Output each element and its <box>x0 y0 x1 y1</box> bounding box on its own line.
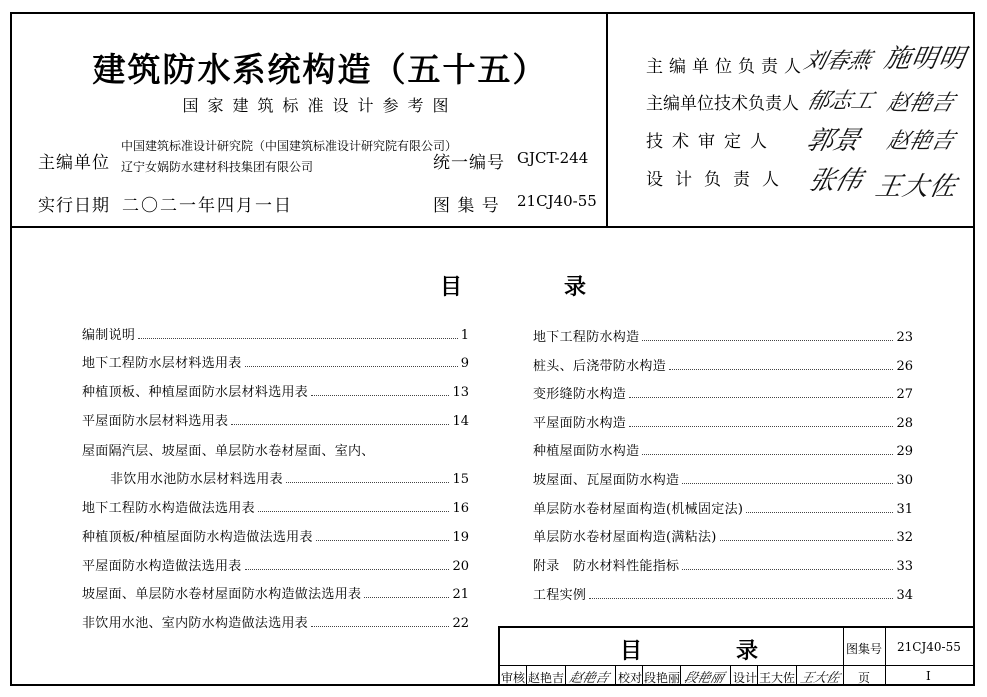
editor-unit-1: 中国建筑标准设计研究院（中国建筑标准设计研究院有限公司） <box>121 139 458 153</box>
resp-role-1: 主编单位负责人 <box>646 57 807 77</box>
resp-signature-2a: 郁志工 <box>804 89 877 114</box>
toc-item-page: 23 <box>896 330 913 345</box>
atlas-number: 21CJ40-55 <box>517 192 597 210</box>
toc-leader <box>682 569 893 570</box>
title-block-name: 目 录 <box>620 639 795 664</box>
toc-item-page: 32 <box>896 530 913 545</box>
toc-item-page: 31 <box>896 502 913 517</box>
toc-item-title: 平屋面防水层材料选用表 <box>82 414 229 429</box>
toc-item-title: 附录 防水材料性能指标 <box>533 559 680 574</box>
toc-item-title: 单层防水卷材屋面构造(机械固定法) <box>533 502 744 517</box>
toc-heading: 目 录 <box>440 275 627 300</box>
title-block-design-label: 设计 <box>733 671 758 685</box>
toc-item[interactable] <box>82 613 469 631</box>
title-block-page-label: 页 <box>858 671 871 685</box>
toc-leader <box>245 366 458 367</box>
toc-item-page: 29 <box>896 444 913 459</box>
atlas-number-label: 图 集 号 <box>433 196 500 216</box>
toc-item[interactable] <box>533 470 913 488</box>
title-block-check-name: 段艳丽 <box>644 671 681 685</box>
title-block-cell-line <box>526 665 527 686</box>
toc-item-title: 地下工程防水层材料选用表 <box>82 356 242 371</box>
toc-item-page: 34 <box>896 588 913 603</box>
toc-item[interactable] <box>82 527 469 545</box>
toc-leader <box>629 397 893 398</box>
toc-item[interactable] <box>82 382 469 400</box>
toc-item-page: 28 <box>896 416 913 431</box>
toc-item-title: 平屋面防水构造 <box>533 416 627 431</box>
toc-item-page: 14 <box>452 414 469 429</box>
title-block-review-signature: 赵艳吉 <box>567 671 611 686</box>
toc-leader <box>682 483 893 484</box>
resp-signature-3a: 郭景 <box>803 126 864 156</box>
title-block-cell-line <box>680 665 681 686</box>
toc-item[interactable] <box>82 411 469 429</box>
title-block-cell-line <box>615 665 616 686</box>
toc-item[interactable] <box>533 499 913 517</box>
toc-item[interactable] <box>82 441 469 459</box>
toc-item[interactable] <box>533 327 913 345</box>
toc-item-page: 33 <box>896 559 913 574</box>
toc-leader <box>286 482 450 483</box>
header-divider <box>10 226 975 228</box>
page-title: 建筑防水系统构造（五十五） <box>92 50 548 89</box>
toc-item-page: 19 <box>452 530 469 545</box>
toc-item[interactable] <box>82 325 469 343</box>
title-block-cell-line <box>642 665 643 686</box>
resp-signature-3b: 赵艳吉 <box>884 129 957 154</box>
toc-item-page: 15 <box>452 472 469 487</box>
resp-role-4: 设计负责人 <box>646 170 791 190</box>
title-block-check-signature: 段艳丽 <box>682 671 726 686</box>
toc-item-title: 种植顶板/种植屋面防水构造做法选用表 <box>82 530 313 545</box>
unified-number: GJCT-244 <box>517 149 589 167</box>
resp-role-2: 主编单位技术负责人 <box>646 94 799 114</box>
toc-item[interactable] <box>533 441 913 459</box>
title-block-cell-line <box>757 665 758 686</box>
toc-leader <box>311 626 449 627</box>
toc-item-title: 种植屋面防水构造 <box>533 444 640 459</box>
resp-signature-2b: 赵艳吉 <box>884 91 957 116</box>
toc-item[interactable] <box>533 356 913 374</box>
title-block-cell-line <box>730 665 731 686</box>
toc-leader <box>589 598 893 599</box>
toc-item-page: 26 <box>896 359 913 374</box>
toc-item[interactable] <box>533 556 913 574</box>
title-block-mid <box>498 665 975 666</box>
toc-leader <box>138 338 458 339</box>
title-block-page-value: I <box>926 669 931 683</box>
toc-leader <box>746 512 893 513</box>
resp-signature-1b: 施明明 <box>881 44 969 74</box>
title-block-design-signature: 王大佐 <box>798 671 842 686</box>
toc-item-title: 地下工程防水构造做法选用表 <box>82 501 255 516</box>
title-block-review-name: 赵艳吉 <box>528 671 565 685</box>
toc-leader <box>316 540 450 541</box>
toc-item-title: 平屋面防水构造做法选用表 <box>82 559 242 574</box>
toc-item-title: 编制说明 <box>82 328 136 343</box>
title-block-design-name: 王大佐 <box>759 671 796 685</box>
toc-leader <box>642 454 893 455</box>
toc-item-title: 非饮用水池防水层材料选用表 <box>110 472 283 487</box>
title-block-cell-line <box>796 665 797 686</box>
toc-item-page: 30 <box>896 473 913 488</box>
toc-item[interactable] <box>82 556 469 574</box>
header-vertical-divider <box>606 12 608 227</box>
toc-item[interactable] <box>533 413 913 431</box>
title-block-atlas-value: 21CJ40-55 <box>897 640 961 654</box>
editor-unit-2: 辽宁女娲防水建材科技集团有限公司 <box>121 160 314 174</box>
toc-item[interactable] <box>82 584 469 602</box>
title-block-top <box>498 626 975 628</box>
toc-leader <box>258 511 450 512</box>
toc-item[interactable] <box>533 527 913 545</box>
effective-date-label: 实行日期 <box>38 196 110 216</box>
toc-leader <box>642 340 893 341</box>
toc-item[interactable] <box>533 585 913 603</box>
title-block-divider <box>885 626 886 686</box>
title-block-left <box>498 626 500 686</box>
toc-leader <box>720 540 894 541</box>
toc-item-title: 非饮用水池、室内防水构造做法选用表 <box>82 616 309 631</box>
toc-item[interactable] <box>82 353 469 371</box>
toc-leader <box>245 569 450 570</box>
editor-unit-label: 主编单位 <box>38 153 110 173</box>
toc-leader <box>629 426 893 427</box>
title-block-divider <box>843 626 844 686</box>
unified-number-label: 统一编号 <box>433 153 505 173</box>
title-block-atlas-label: 图集号 <box>846 642 883 656</box>
toc-item-title: 桩头、后浇带防水构造 <box>533 359 667 374</box>
toc-item[interactable] <box>533 384 913 402</box>
toc-item-page: 9 <box>460 356 469 371</box>
toc-item[interactable] <box>110 469 469 487</box>
toc-item-page: 1 <box>460 328 469 343</box>
toc-item-title: 变形缝防水构造 <box>533 387 627 402</box>
toc-leader <box>364 597 449 598</box>
toc-item-title: 工程实例 <box>533 588 587 603</box>
toc-leader <box>231 424 449 425</box>
title-block-check-label: 校对 <box>618 671 643 685</box>
toc-item[interactable] <box>82 498 469 516</box>
title-block-cell-line <box>565 665 566 686</box>
toc-item-title: 种植顶板、种植屋面防水层材料选用表 <box>82 385 309 400</box>
toc-item-title: 单层防水卷材屋面构造(满粘法) <box>533 530 717 545</box>
toc-leader <box>669 369 893 370</box>
title-block-review-label: 审核 <box>501 671 526 685</box>
toc-item-title: 地下工程防水构造 <box>533 330 640 345</box>
toc-item-title: 坡屋面、瓦屋面防水构造 <box>533 473 680 488</box>
toc-item-title: 坡屋面、单层防水卷材屋面防水构造做法选用表 <box>82 587 362 602</box>
resp-signature-4b: 王大佐 <box>872 172 960 202</box>
toc-item-title: 屋面隔汽层、坡屋面、单层防水卷材屋面、室内、 <box>82 444 375 459</box>
page-subtitle: 国家建筑标准设计参考图 <box>182 96 458 115</box>
toc-item-page: 20 <box>452 559 469 574</box>
effective-date: 二〇二一年四月一日 <box>122 196 293 216</box>
toc-leader <box>311 395 449 396</box>
resp-signature-4a: 张伟 <box>805 166 866 196</box>
toc-item-page: 13 <box>452 385 469 400</box>
toc-item-page: 21 <box>452 587 469 602</box>
resp-signature-1a: 刘春燕 <box>801 49 874 74</box>
toc-item-page: 27 <box>896 387 913 402</box>
toc-item-page: 22 <box>452 616 469 631</box>
resp-role-3: 技术审定人 <box>646 132 776 152</box>
toc-item-page: 16 <box>452 501 469 516</box>
